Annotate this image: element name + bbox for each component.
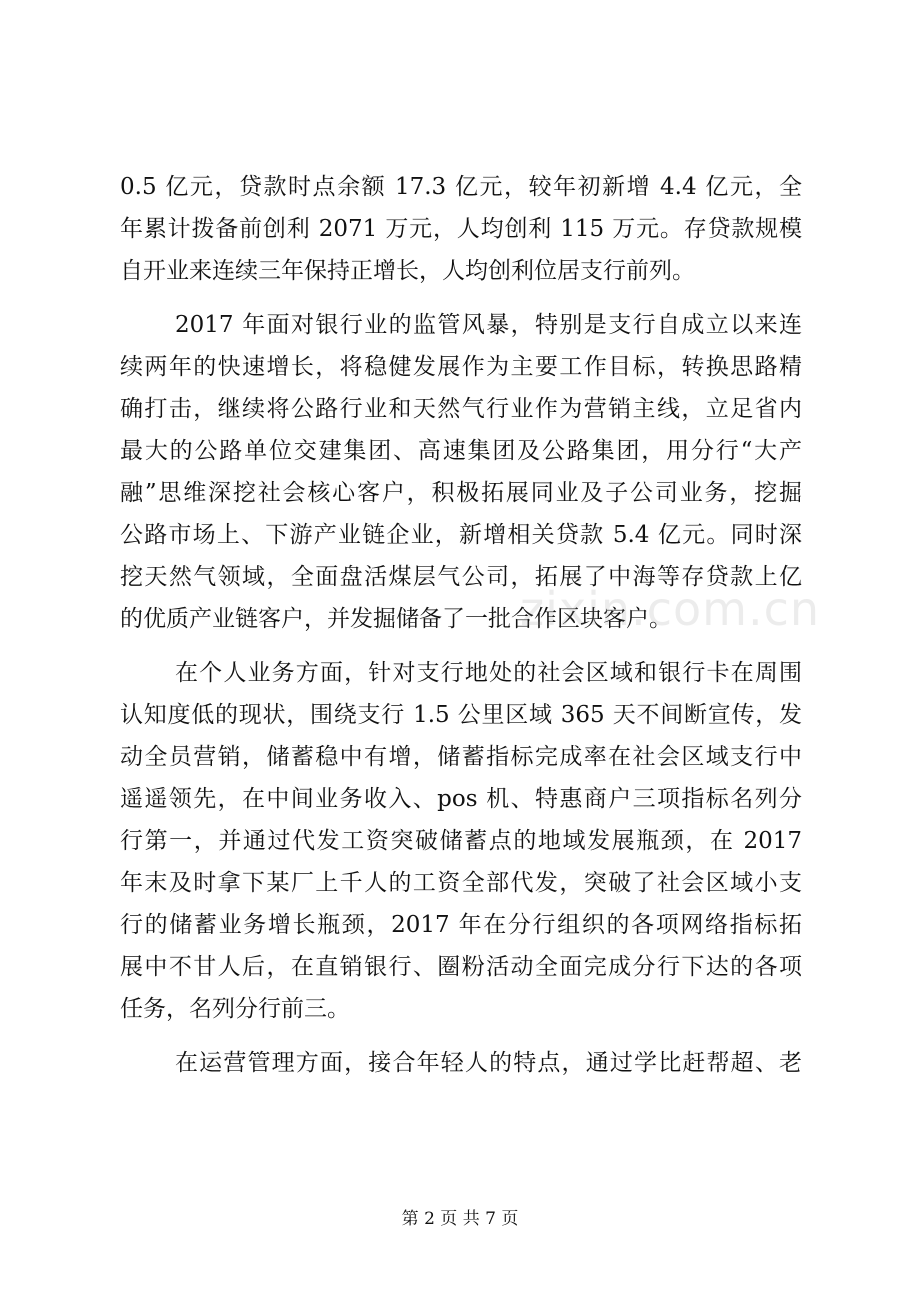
paragraph-first-line: 在个人业务方面，针对支行地处的社会区域和银行卡在周围	[175, 660, 802, 686]
text-line: 确打击，继续将公路行业和天然气行业作为营销主线，立足省内	[120, 396, 802, 422]
text-line: 自开业来连续三年保持正增长，人均创利位居支行前列。	[120, 258, 695, 284]
text-line: 行的储蓄业务增长瓶颈，2017 年在分行组织的各项网络指标拓	[120, 912, 802, 938]
paragraph-first-line: 2017 年面对银行业的监管风暴，特别是支行自成立以来连	[175, 312, 802, 338]
text-line: 挖天然气领域，全面盘活煤层气公司，拓展了中海等存贷款上亿	[120, 564, 802, 590]
text-line: 展中不甘人后，在直销银行、圈粉活动全面完成分行下达的各项	[120, 954, 802, 980]
text-line: 年累计拨备前创利 2071 万元，人均创利 115 万元。存贷款规模	[120, 216, 802, 242]
text-line: 融”思维深挖社会核心客户，积极拓展同业及子公司业务，挖掘	[120, 480, 802, 506]
text-line: 公路市场上、下游产业链企业，新增相关贷款 5.4 亿元。同时深	[120, 522, 802, 548]
text-line: 任务，名列分行前三。	[120, 996, 350, 1022]
text-line: 年末及时拿下某厂上千人的工资全部代发，突破了社会区域小支	[120, 870, 802, 896]
text-line: 最大的公路单位交建集团、高速集团及公路集团，用分行“大产	[120, 438, 802, 464]
text-line: 认知度低的现状，围绕支行 1.5 公里区域 365 天不间断宣传，发	[120, 702, 802, 728]
page-footer: 第 2 页 共 7 页	[401, 1209, 519, 1229]
paragraph-first-line: 在运营管理方面，接合年轻人的特点，通过学比赶帮超、老	[175, 1050, 802, 1076]
text-line: 行第一，并通过代发工资突破储蓄点的地域发展瓶颈，在 2017	[120, 828, 802, 854]
text-line: 遥遥领先，在中间业务收入、pos 机、特惠商户三项指标名列分	[120, 786, 802, 812]
text-line: 续两年的快速增长，将稳健发展作为主要工作目标，转换思路精	[120, 354, 802, 380]
text-line: 0.5 亿元，贷款时点余额 17.3 亿元，较年初新增 4.4 亿元，全	[120, 174, 802, 200]
text-line: 的优质产业链客户，并发掘储备了一批合作区块客户。	[120, 606, 672, 632]
watermark: zixin.com.cn	[520, 582, 821, 636]
text-line: 动全员营销，储蓄稳中有增，储蓄指标完成率在社会区域支行中	[120, 744, 802, 770]
